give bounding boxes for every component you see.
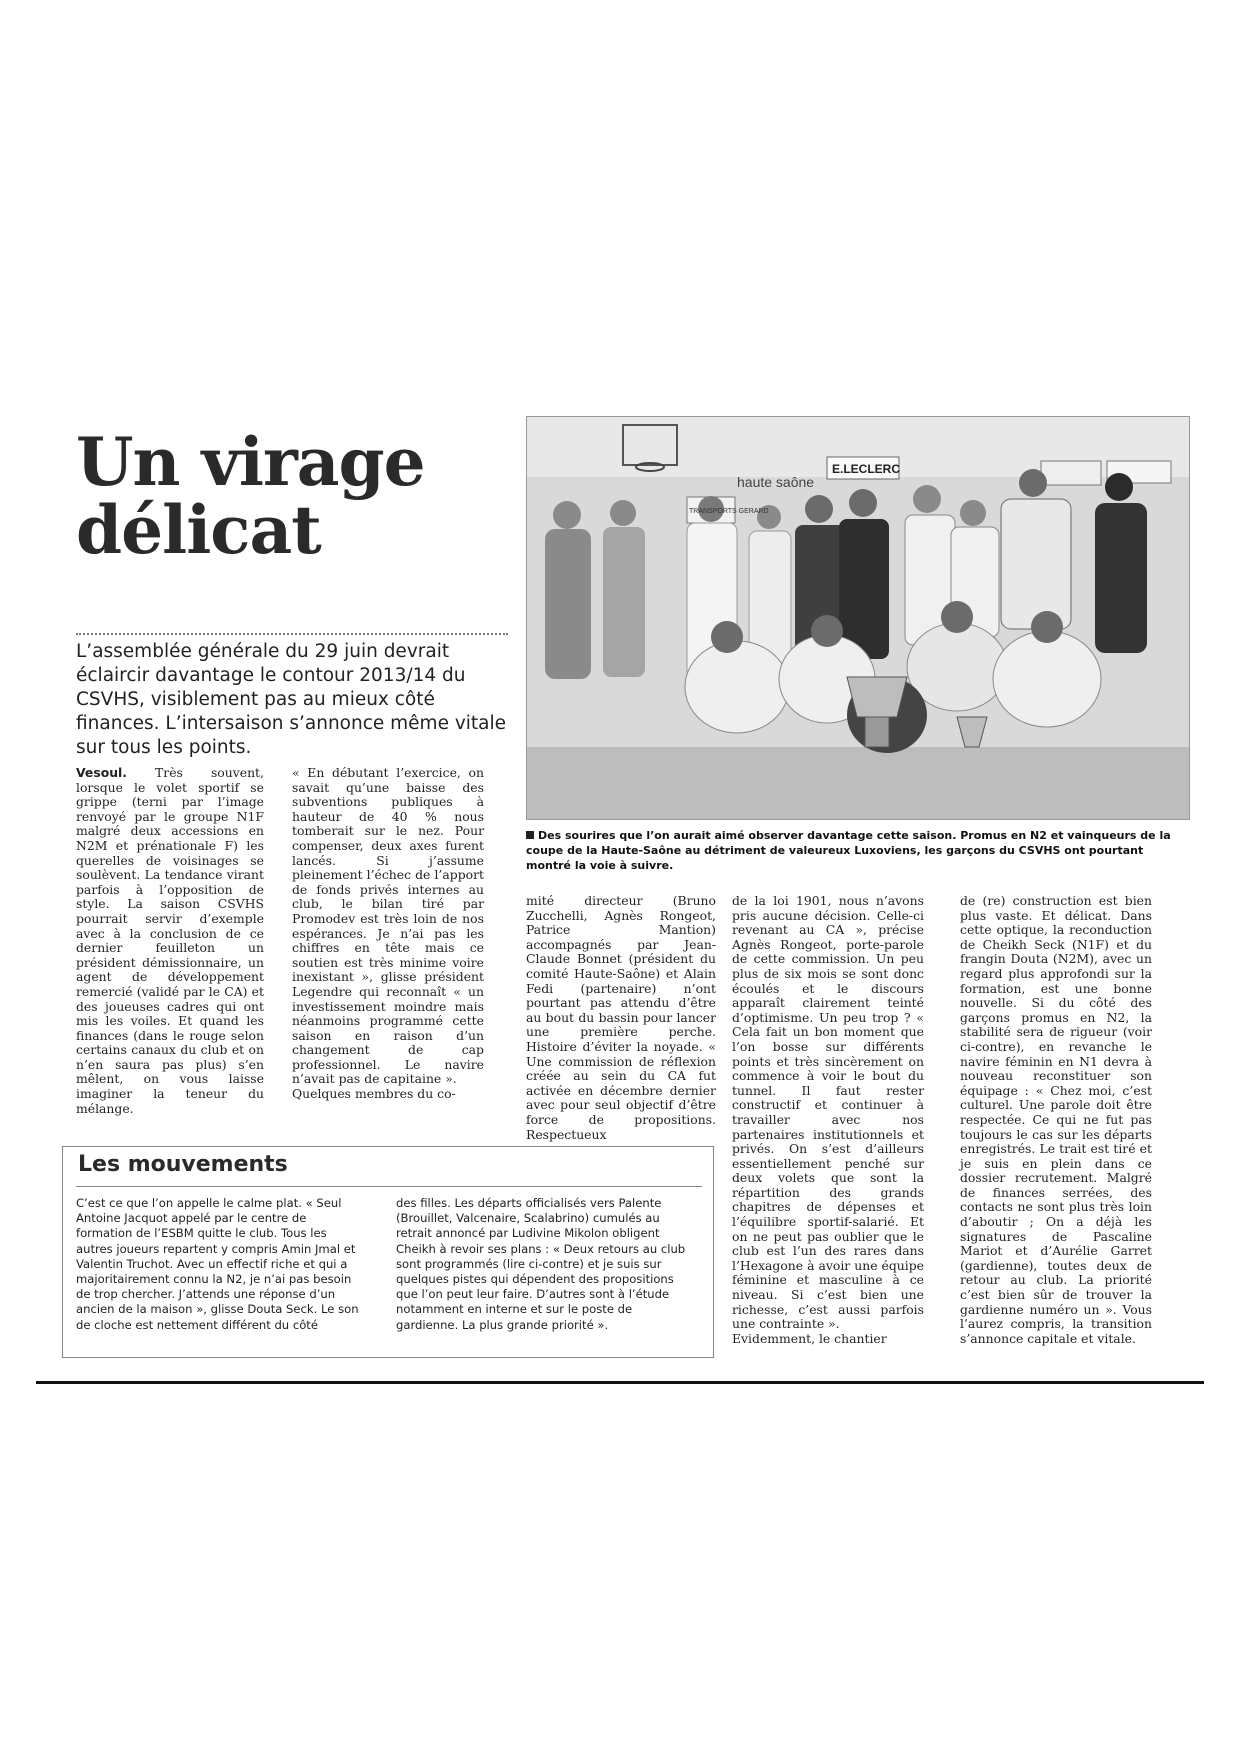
sidebar-title: Les mouvements	[78, 1152, 288, 1177]
sidebar-column-2: des filles. Les départs officialisés vers Palente (Brouillet, Valcenaire, Scalabrino) cumulés au retrait annoncé par Ludivine Mikolon obligent Cheikh à revoir ses plans : « Deux retours au club sont programmés (lire ci-contre) et je suis sur quelques pistes qui dépendent des propositions que l’on peut leur faire. D’autres sont à l’étude notamment en interne et sur le poste de gardienne. La plus grande priorité ».	[396, 1196, 686, 1332]
standfirst-divider	[76, 633, 508, 635]
headline-line-1: Un virage	[76, 423, 425, 501]
article-column-1-text: Très souvent, lorsque le volet sportif se grippe (terni par l’image renvoyé par le groupe N1F malgré deux accessions en N2M et prénationale F) les querelles de voisinages se soulèvent. La tendance virant parfois à l’opposition de style. La saison CSVHS pourrait servir d’exemple avec à la conclusion de ce dernier feuilleton un président démissionnaire, un agent de développement remercié (validé par le CA) et des joueuses cadres qui ont mis les voiles. Et quand les finances (dans le rouge selon certains canaux du club et on n’en saura pas plus) s’en mêlent, on vous laisse imaginer la teneur du mélange.	[76, 765, 264, 1116]
sidebar-divider	[76, 1186, 702, 1187]
caption-bullet-icon	[526, 831, 534, 839]
sign-transports: TRANSPORTS GERARD	[689, 508, 769, 515]
article-column-1	[76, 766, 264, 1116]
photo-caption-text: Des sourires que l’on aurait aimé observer davantage cette saison. Promus en N2 et vainqueurs de la coupe de la Haute-Saône au détriment de valeureux Luxoviens, les garçons du CSVHS ont pourtant montré la voie à suivre.	[526, 829, 1171, 872]
article-column-4: de la loi 1901, nous n’avons pris aucune décision. Celle-ci revenant au CA », précise Agnès Rongeot, porte-parole de cette commission. Un peu plus de six mois se sont donc écoulés et le discours apparaît clairement teinté d’optimisme. Un peu trop ? « Cela fait un bon moment que l’on bosse sur différents points et très sincèrement on commence à voir le bout du tunnel. Il faut rester constructif et continuer à travailler avec nos partenaires institutionnels et privés. On s’est d’ailleurs essentiellement penché sur deux volets que sont la répartition des grands chapitres de dépenses et l’équilibre sportif-salarié. Et on ne peut pas oublier que le club est l’un des rares dans l’Hexagone à avoir une équipe féminine et masculine à ce niveau. Si c’est bien une richesse, c’est aussi parfois une contrainte ». Evidemment, le chantier	[732, 893, 924, 1346]
team-photo	[526, 416, 1190, 820]
sign-haute-saone: haute saône	[737, 474, 815, 490]
page-bottom-rule	[36, 1381, 1204, 1384]
sign-leclerc: E.LECLERC	[832, 462, 901, 476]
photo-caption	[526, 828, 1188, 873]
article-column-5: de (re) construction est bien plus vaste. Et délicat. Dans cette optique, la reconduction de Cheikh Seck (N1F) et du frangin Douta (N2M), avec un regard plus approfondi sur la formation, est une bonne nouvelle. Si du côté des garçons promus en N2, la stabilité sera de rigueur (voir ci-contre), en revanche le navire féminin en N1 devra à nouveau reconstituer son équipage : « Chez moi, c’est culturel. Une parole doit être respectée. Ce qui ne fut pas toujours le cas sur les départs enregistrés. Le trait est tiré et je suis en plein dans ce dossier recrutement. Malgré de finances serrées, des contacts ne sont plus très loin d’aboutir ; On a déjà les signatures de Pascaline Mariot et d’Aurélie Garret (gardienne), toutes deux de retour au club. La priorité c’est bien sûr de trouver la gardienne numéro un ». Vous l’aurez compris, la transition s’annonce capitale et vitale.	[960, 893, 1152, 1346]
team-photo-illustration	[527, 417, 1189, 819]
headline-line-2: délicat	[76, 491, 321, 569]
article-headline	[76, 423, 496, 569]
article-dateline: Vesoul.	[76, 765, 127, 780]
article-standfirst: L’assemblée générale du 29 juin devrait éclaircir davantage le contour 2013/14 du CSVHS, visiblement pas au mieux côté finances. L’intersaison s’annonce même vitale sur tous les points.	[76, 641, 507, 758]
article-column-2: « En débutant l’exercice, on savait qu’une baisse des subventions publiques à hauteur de 40 % nous tomberait sur le nez. Pour compenser, deux axes furent lancés. Si j’assume pleinement l’échec de l’apport de fonds privés internes au club, le bilan tiré par Promodev est très loin de nos espérances. Je n’ai pas les chiffres en tête mais ce soutien est très minime voire inexistant », glisse président Legendre qui reconnaît « un investissement moindre mais néanmoins programmé cette saison en raison d’un changement de cap professionnel. Le navire n’avait pas de capitaine ». Quelques membres du co-	[292, 765, 484, 1102]
article-column-3: mité directeur (Bruno Zucchelli, Agnès Rongeot, Patrice Mantion) accompagnés par Jean-Claude Bonnet (président du comité Haute-Saône) et Alain Fedi (partenaire) n’ont pourtant pas attendu d’être au bout du bassin pour lancer une première perche. Histoire d’éviter la noyade. « Une commission de réflexion créée au sein du CA fut activée en décembre dernier avec pour seul objectif d’être force de propositions. Respectueux	[526, 893, 716, 1142]
sidebar-column-1: C’est ce que l’on appelle le calme plat. « Seul Antoine Jacquot appelé par le centre de formation de l’ESBM quitte le club. Tous les autres joueurs repartent y compris Amin Jmal et Valentin Truchot. Avec un effectif riche et qui a majoritairement connu la N2, je n’ai pas besoin de trop chercher. J’attends une réponse d’un ancien de la maison », glisse Douta Seck. Le son de cloche est nettement différent du côté	[76, 1196, 359, 1332]
